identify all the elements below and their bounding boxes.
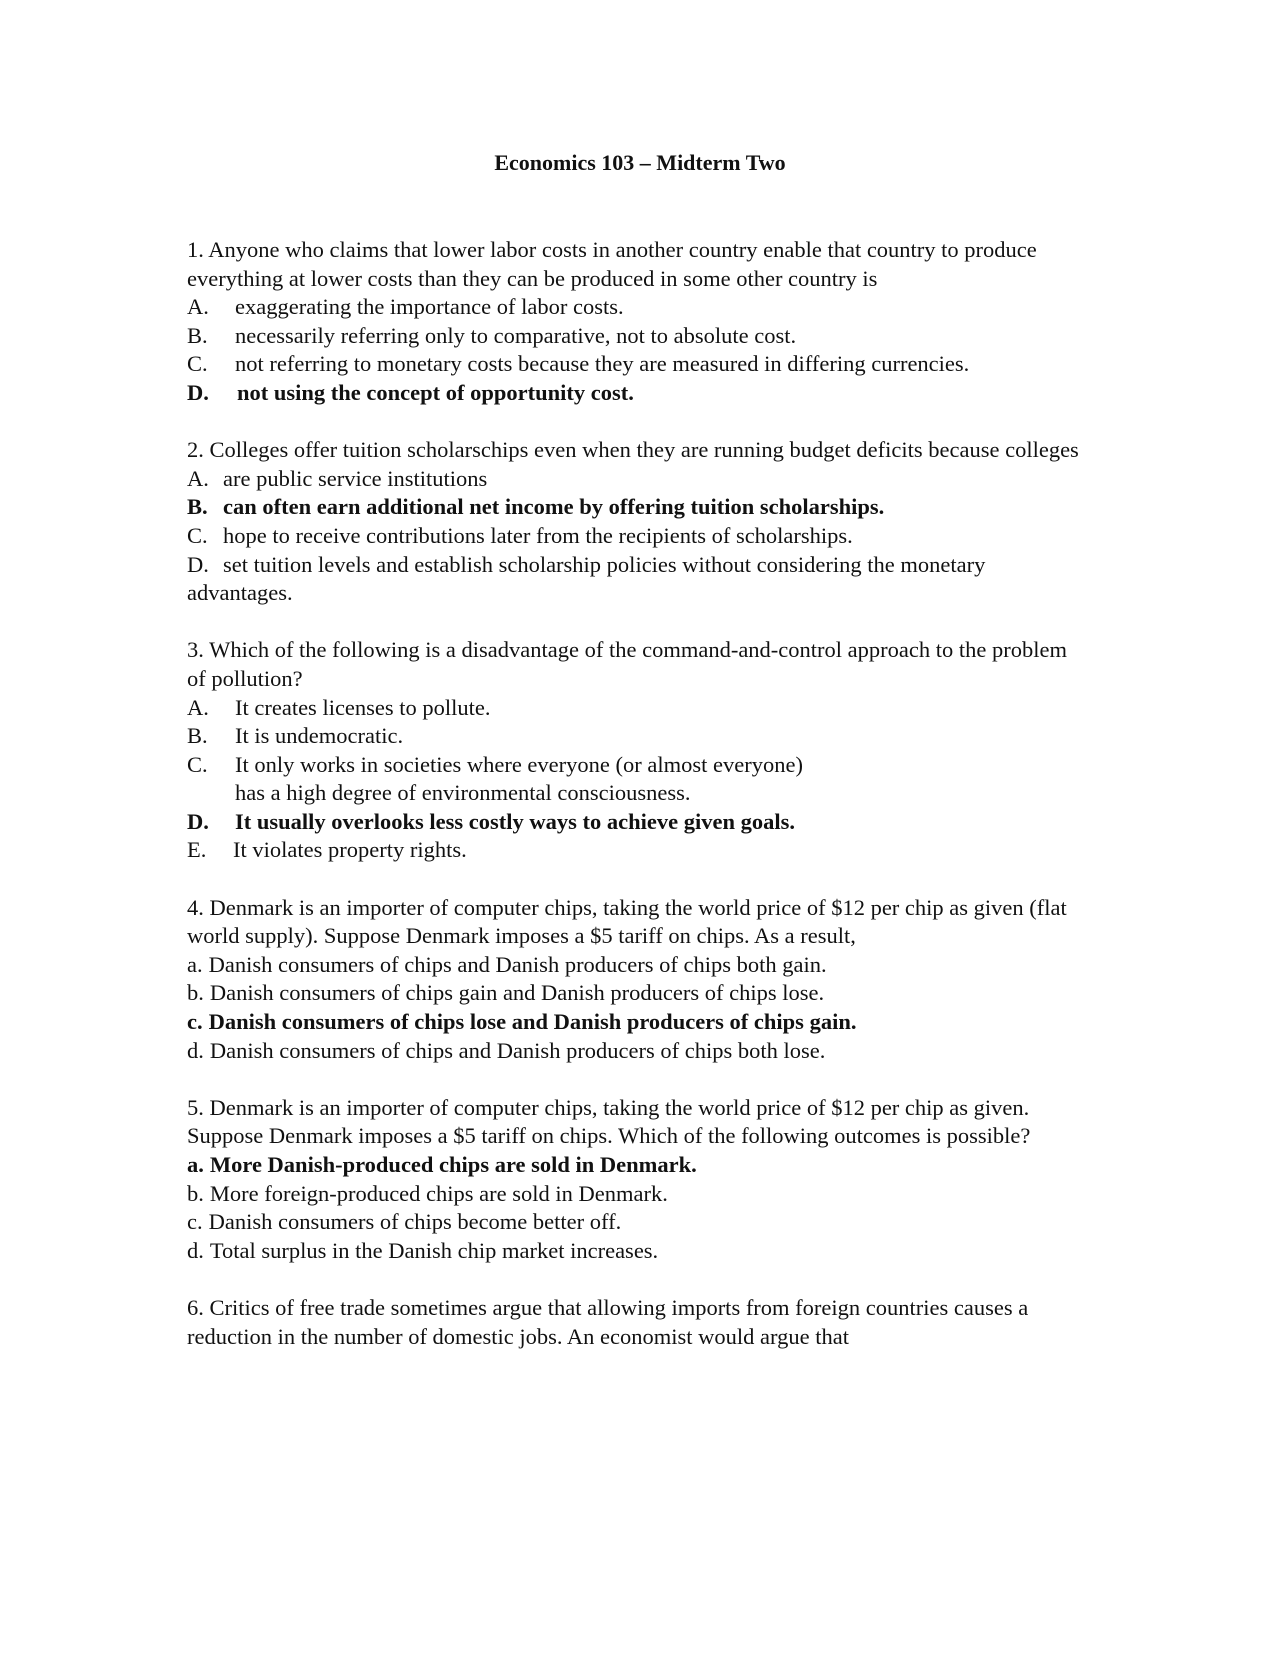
option-text: can often earn additional net income by offering tuition scholarships.: [223, 494, 885, 520]
answer-option: [187, 1208, 1087, 1237]
option-label: C.: [187, 751, 208, 777]
option-text: Total surplus in the Danish chip market increases.: [209, 1237, 659, 1263]
answer-option: [187, 979, 1087, 1008]
option-text: It violates property rights.: [233, 837, 467, 863]
page-title: Economics 103 – Midterm Two: [494, 150, 786, 175]
answer-option: [187, 465, 1087, 494]
option-text: More foreign-produced chips are sold in Denmark.: [209, 1180, 668, 1206]
question-stem: 6. Critics of free trade sometimes argue that allowing imports from foreign countries causes a reduction in the number of domestic jobs. An economist would argue that: [187, 1294, 1029, 1349]
option-text: More Danish-produced chips are sold in Denmark.: [209, 1152, 697, 1177]
question-2: [187, 436, 1087, 608]
option-label: d.: [187, 1237, 204, 1263]
option-label: E.: [187, 837, 207, 863]
option-label: A.: [187, 694, 209, 720]
option-text: It is undemocratic.: [235, 723, 404, 749]
answer-option: [187, 522, 1087, 551]
question-1: [187, 236, 1087, 408]
option-text: Danish consumers of chips lose and Danish producers of chips gain.: [208, 1009, 857, 1035]
answer-option: [187, 293, 1087, 322]
option-text: necessarily referring only to comparative, not to absolute cost.: [235, 322, 797, 348]
option-text: not using the concept of opportunity cost.: [237, 379, 634, 405]
option-text: It creates licenses to pollute.: [235, 694, 491, 720]
answer-option: [187, 322, 1087, 351]
answer-option: [187, 551, 1087, 608]
option-label: b.: [187, 1180, 204, 1206]
option-continuation: has a high degree of environmental consciousness.: [235, 780, 691, 806]
option-label: c.: [187, 1209, 203, 1235]
answer-option: [187, 694, 1087, 723]
option-label: c.: [187, 1009, 203, 1035]
correct-answer-option: [187, 379, 1087, 408]
option-label: A.: [187, 465, 209, 491]
exam-content: [187, 236, 1087, 1380]
answer-option: [187, 1237, 1087, 1266]
option-text: hope to receive contributions later from the recipients of scholarships.: [223, 522, 853, 548]
option-text: It only works in societies where everyone (or almost everyone): [235, 751, 803, 777]
option-label: a.: [187, 951, 203, 977]
answer-option: [187, 951, 1087, 980]
option-label: b.: [187, 980, 204, 1006]
option-label: B.: [187, 494, 208, 520]
option-label: C.: [187, 351, 208, 377]
answer-option: [187, 836, 1087, 865]
answer-option: [187, 1037, 1087, 1066]
option-label: D.: [187, 551, 209, 577]
question-stem: 4. Denmark is an importer of computer chips, taking the world price of $12 per chip as given (flat world supply). Suppose Denmark imposes a $5 tariff on chips. As a result,: [187, 894, 1067, 949]
option-label: D.: [187, 379, 209, 405]
question-stem: 1. Anyone who claims that lower labor costs in another country enable that country to produce everything at lower costs than they can be produced in some other country is: [187, 237, 1037, 291]
option-text: Danish consumers of chips become better off.: [208, 1209, 622, 1235]
option-text: exaggerating the importance of labor costs.: [235, 294, 624, 320]
option-label: A.: [187, 294, 209, 320]
correct-answer-option: [187, 1008, 1087, 1037]
option-label: B.: [187, 322, 208, 348]
question-stem: 2. Colleges offer tuition scholarschips even when they are running budget deficits because colleges: [187, 437, 1079, 463]
question-stem: 5. Denmark is an importer of computer chips, taking the world price of $12 per chip as given. Suppose Denmark imposes a $5 tariff on chips. Which of the following outcomes is possible?: [187, 1094, 1031, 1149]
option-text: not referring to monetary costs because they are measured in differing currencies.: [235, 351, 970, 377]
option-text: Danish consumers of chips gain and Danish producers of chips lose.: [209, 980, 825, 1006]
answer-option: [187, 722, 1087, 751]
question-6: [187, 1294, 1087, 1351]
option-label: d.: [187, 1037, 204, 1063]
option-label: a.: [187, 1152, 204, 1177]
option-label: C.: [187, 522, 208, 548]
option-label: D.: [187, 808, 209, 834]
answer-option: [187, 1180, 1087, 1209]
option-text: set tuition levels and establish scholarship policies without considering the monetary advantages.: [187, 551, 986, 606]
option-text: It usually overlooks less costly ways to achieve given goals.: [235, 808, 795, 834]
question-3: [187, 636, 1087, 865]
correct-answer-option: [187, 493, 1087, 522]
question-5: [187, 1094, 1087, 1266]
answer-option: [187, 350, 1087, 379]
question-4: [187, 894, 1087, 1066]
correct-answer-option: [187, 1151, 1087, 1180]
correct-answer-option: [187, 808, 1087, 837]
answer-option: [187, 751, 1087, 780]
option-label: B.: [187, 723, 208, 749]
question-stem: 3. Which of the following is a disadvantage of the command-and-control approach to the problem of pollution?: [187, 637, 1067, 691]
option-text: Danish consumers of chips and Danish producers of chips both lose.: [209, 1037, 826, 1063]
option-text: are public service institutions: [223, 465, 488, 491]
option-text: Danish consumers of chips and Danish producers of chips both gain.: [208, 951, 827, 977]
